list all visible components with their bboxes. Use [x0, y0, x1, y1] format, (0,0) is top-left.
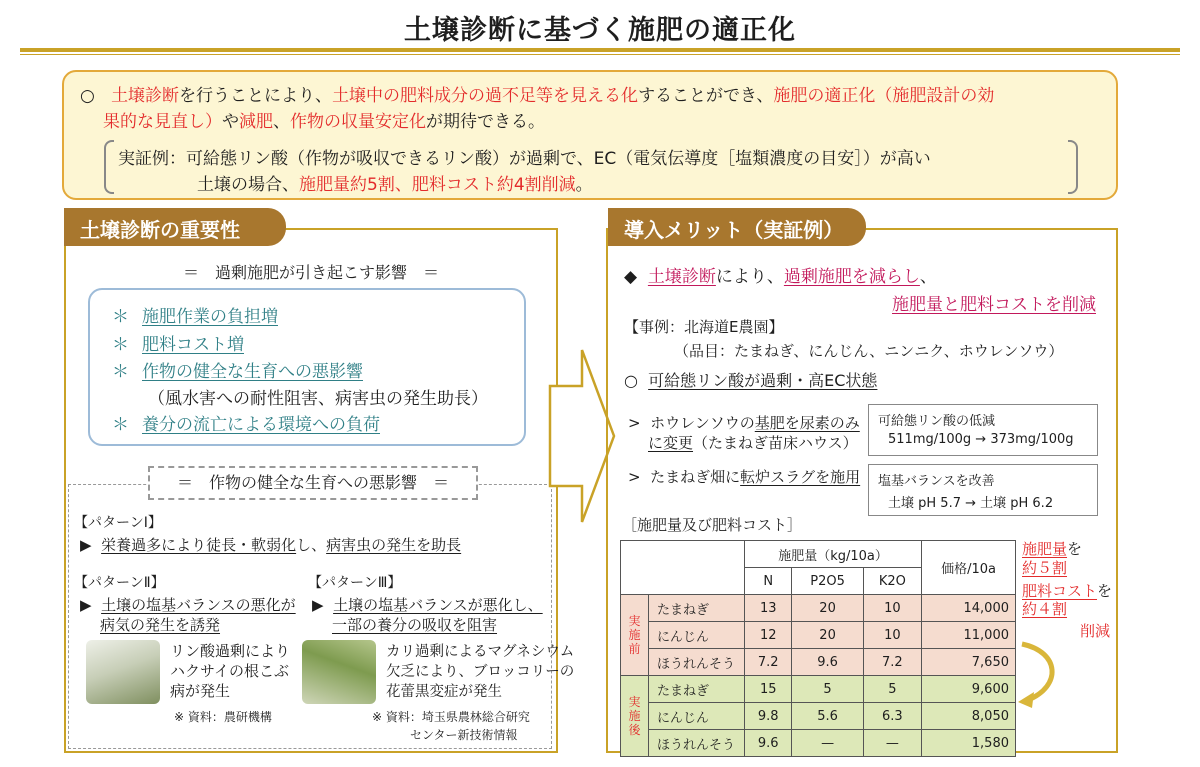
state-line	[624, 368, 877, 391]
example-line-1: 実証例：可給態リン酸（作物が吸収できるリン酸）が過剰で、EC（電気伝導度［塩類濃度の目安］）が高い	[118, 149, 931, 169]
summary-optimization: 施肥の適正化（施肥設計の効	[773, 86, 995, 106]
table-title: ［施肥量及び肥料コスト］	[622, 516, 803, 534]
pattern2-label: 【パターンⅡ】	[74, 575, 165, 591]
chevron-right-icon: >	[628, 414, 641, 432]
measure2-text: たまねぎ畑に	[650, 468, 741, 486]
n-cell: 12	[745, 622, 792, 649]
header-fertilizer: 施肥量（kg/10a）	[745, 541, 922, 568]
annotation-key: 肥料コスト	[1022, 582, 1098, 600]
measure1-text: （たまねぎ苗床ハウス）	[693, 434, 858, 452]
pattern2-source: ※ 資料：農研機構	[174, 710, 272, 724]
page-title: 土壌診断に基づく施肥の適正化	[404, 15, 796, 46]
pattern1-cause: 栄養過多により徒長・軟弱化	[101, 536, 297, 554]
state-text: 可給態リン酸が過剰・高EC状態	[648, 371, 878, 390]
table-row	[621, 676, 1016, 703]
measure2-line	[628, 466, 860, 487]
annotation-value: 約５割	[1022, 559, 1068, 577]
p-cell: —	[792, 730, 863, 757]
asterisk-icon: ＊	[112, 362, 129, 382]
header-k2o: K2O	[863, 568, 921, 595]
pattern2-line1	[80, 594, 296, 615]
table-header-row	[621, 541, 1016, 568]
summary-text: することができ、	[638, 86, 774, 106]
fertilizer-cost-table	[620, 540, 1016, 757]
crop-cell: たまねぎ	[649, 676, 745, 703]
annotation-fertilizer	[1022, 540, 1082, 578]
measure2-key: 転炉スラグを施用	[740, 468, 861, 486]
effect-item	[112, 410, 380, 435]
effect-label: 肥料コスト増	[142, 335, 244, 355]
title-rule-thin	[20, 54, 1180, 55]
pattern1-effect: 病害虫の発生を助長	[326, 536, 462, 554]
annotation-cost-value: 約４割	[1022, 600, 1068, 618]
triangle-icon: ▶	[80, 536, 92, 554]
merit-line-1	[624, 262, 937, 287]
pattern3-line2: 一部の養分の吸収を阻害	[332, 616, 498, 634]
pattern3-caption: カリ過剰によるマグネシウム	[386, 644, 575, 660]
group-before-label: 実施前	[621, 595, 649, 676]
p-cell: 5.6	[792, 703, 863, 730]
pattern1-mid: し、	[296, 536, 327, 554]
price-cell: 8,050	[922, 703, 1016, 730]
pattern3-caption: 花蕾黒変症が発生	[386, 684, 502, 700]
effects-heading: ＝ 過剰施肥が引き起こす影響 ＝	[182, 263, 439, 282]
n-cell: 13	[745, 595, 792, 622]
measure1-text: ホウレンソウの	[650, 414, 755, 432]
price-cell: 7,650	[922, 649, 1016, 676]
measure1-line2	[648, 432, 858, 453]
patterns-heading: ＝ 作物の健全な生育への悪影響 ＝	[148, 466, 478, 500]
table-row	[621, 703, 1016, 730]
k-cell: 6.3	[863, 703, 921, 730]
k-cell: —	[863, 730, 921, 757]
case-items: （品目：たまねぎ、にんじん、ニンニク、ホウレンソウ）	[674, 342, 1064, 360]
merit-reduce: 過剰施肥を減らし	[783, 267, 920, 287]
crop-cell: にんじん	[649, 622, 745, 649]
merit-soil: 土壌診断	[647, 267, 716, 287]
curved-arrow-icon	[1014, 640, 1064, 710]
annotation-key: 施肥量	[1022, 540, 1068, 558]
result1-title: 可給態リン酸の低減	[878, 414, 996, 429]
bracket-right	[1068, 140, 1078, 194]
effect-item	[112, 302, 278, 327]
crop-cell: たまねぎ	[649, 595, 745, 622]
result2-value: 土壌 pH 5.7 → 土壌 pH 6.2	[888, 496, 1054, 511]
crop-cell: ほうれんそう	[649, 730, 745, 757]
summary-text: が期待できる。	[426, 112, 545, 132]
chevron-right-icon: >	[628, 468, 641, 486]
case-label: 【事例：北海道E農園】	[624, 318, 784, 336]
merit-line-2: 施肥量と肥料コストを削減	[892, 295, 1096, 315]
pattern3-caption: 欠乏により、ブロッコリーの	[386, 664, 575, 680]
effect-label: 養分の流亡による環境への負荷	[142, 415, 380, 435]
summary-text: や	[222, 112, 239, 132]
annotation-text: を	[1097, 582, 1113, 600]
p-cell: 5	[792, 676, 863, 703]
table-corner	[621, 541, 745, 595]
k-cell: 5	[863, 676, 921, 703]
price-cell: 14,000	[922, 595, 1016, 622]
pattern1-text	[80, 534, 461, 555]
broccoli-photo	[302, 640, 376, 704]
summary-text: 、	[273, 112, 290, 132]
crop-cell: にんじん	[649, 703, 745, 730]
example-result: 施肥量約5割、肥料コスト約4割削減	[299, 175, 576, 195]
triangle-icon: ▶	[80, 596, 92, 614]
p-cell: 9.6	[792, 649, 863, 676]
p-cell: 20	[792, 595, 863, 622]
summary-review: 果的な見直し）	[103, 112, 222, 132]
diamond-icon: ◆	[624, 267, 638, 287]
header-n: N	[745, 568, 792, 595]
merit-text: により、	[715, 267, 784, 287]
example-line-2	[197, 170, 593, 195]
summary-visualize: 土壌中の肥料成分の過不足等を見える化	[332, 86, 639, 106]
title-rule	[20, 48, 1180, 52]
result2-title: 塩基バランスを改善	[878, 474, 995, 489]
pattern2-caption: ハクサイの根こぶ	[170, 662, 289, 680]
summary-yield: 作物の収量安定化	[290, 112, 426, 132]
pattern3-source: センター新技術情報	[410, 728, 518, 742]
group-after-label: 実施後	[621, 676, 649, 757]
example-text: 土壌の場合、	[197, 175, 299, 195]
measure1-key: に変更	[648, 434, 694, 452]
n-cell: 9.8	[745, 703, 792, 730]
n-cell: 9.6	[745, 730, 792, 757]
price-cell: 1,580	[922, 730, 1016, 757]
pattern3-label: 【パターンⅢ】	[308, 575, 402, 591]
table-row	[621, 730, 1016, 757]
summary-bullet: ○	[80, 86, 95, 106]
asterisk-icon: ＊	[112, 415, 129, 435]
annotation-text: を	[1067, 540, 1083, 558]
pattern3-source: ※ 資料：埼玉県農林総合研究	[372, 710, 530, 724]
summary-line-2	[103, 110, 545, 135]
table-row	[621, 622, 1016, 649]
effect-subtext: （風水害への耐性阻害、病害虫の発生助長）	[148, 389, 488, 409]
annotation-cost	[1022, 582, 1112, 601]
measure1-line1	[628, 412, 860, 433]
left-panel-header: 土壌診断の重要性	[64, 208, 286, 246]
circle-icon: ○	[624, 371, 638, 390]
n-cell: 7.2	[745, 649, 792, 676]
effect-item	[112, 357, 363, 382]
measure1-key: 基肥を尿素のみ	[754, 414, 860, 432]
chinese-cabbage-photo	[86, 640, 160, 704]
result1-value: 511mg/100g → 373mg/100g	[888, 432, 1074, 447]
pattern1-label: 【パターンⅠ】	[74, 515, 162, 531]
table-row	[621, 595, 1016, 622]
price-cell: 9,600	[922, 676, 1016, 703]
price-cell: 11,000	[922, 622, 1016, 649]
merit-text: 、	[919, 267, 937, 287]
asterisk-icon: ＊	[112, 335, 129, 355]
p-cell: 20	[792, 622, 863, 649]
summary-line-1	[80, 84, 994, 109]
pattern2-caption: リン酸過剰により	[170, 642, 291, 660]
pattern3-line1	[312, 594, 543, 615]
n-cell: 15	[745, 676, 792, 703]
example-text: 。	[575, 175, 593, 195]
pattern3-text: 土壌の塩基バランスが悪化し、	[333, 596, 543, 614]
effect-item	[112, 330, 244, 355]
summary-reduce: 減肥	[239, 112, 273, 132]
pattern2-text: 土壌の塩基バランスの悪化が	[101, 596, 296, 614]
asterisk-icon: ＊	[112, 307, 129, 327]
k-cell: 10	[863, 595, 921, 622]
right-panel-header: 導入メリット（実証例）	[608, 208, 866, 246]
header-price: 価格/10a	[922, 541, 1016, 595]
summary-text: を行うことにより、	[179, 86, 333, 106]
bracket-left	[104, 140, 114, 194]
effect-label: 施肥作業の負担増	[142, 307, 278, 327]
table-row	[621, 649, 1016, 676]
k-cell: 10	[863, 622, 921, 649]
crop-cell: ほうれんそう	[649, 649, 745, 676]
summary-soil-diagnosis: 土壌診断	[111, 86, 180, 106]
triangle-icon: ▶	[312, 596, 324, 614]
header-p2o5: P2O5	[792, 568, 863, 595]
effect-label: 作物の健全な生育への悪影響	[142, 362, 363, 382]
annotation-reduce: 削減	[1080, 622, 1111, 640]
pattern2-line2: 病気の発生を誘発	[100, 616, 221, 634]
pattern2-caption: 病が発生	[170, 682, 231, 700]
k-cell: 7.2	[863, 649, 921, 676]
